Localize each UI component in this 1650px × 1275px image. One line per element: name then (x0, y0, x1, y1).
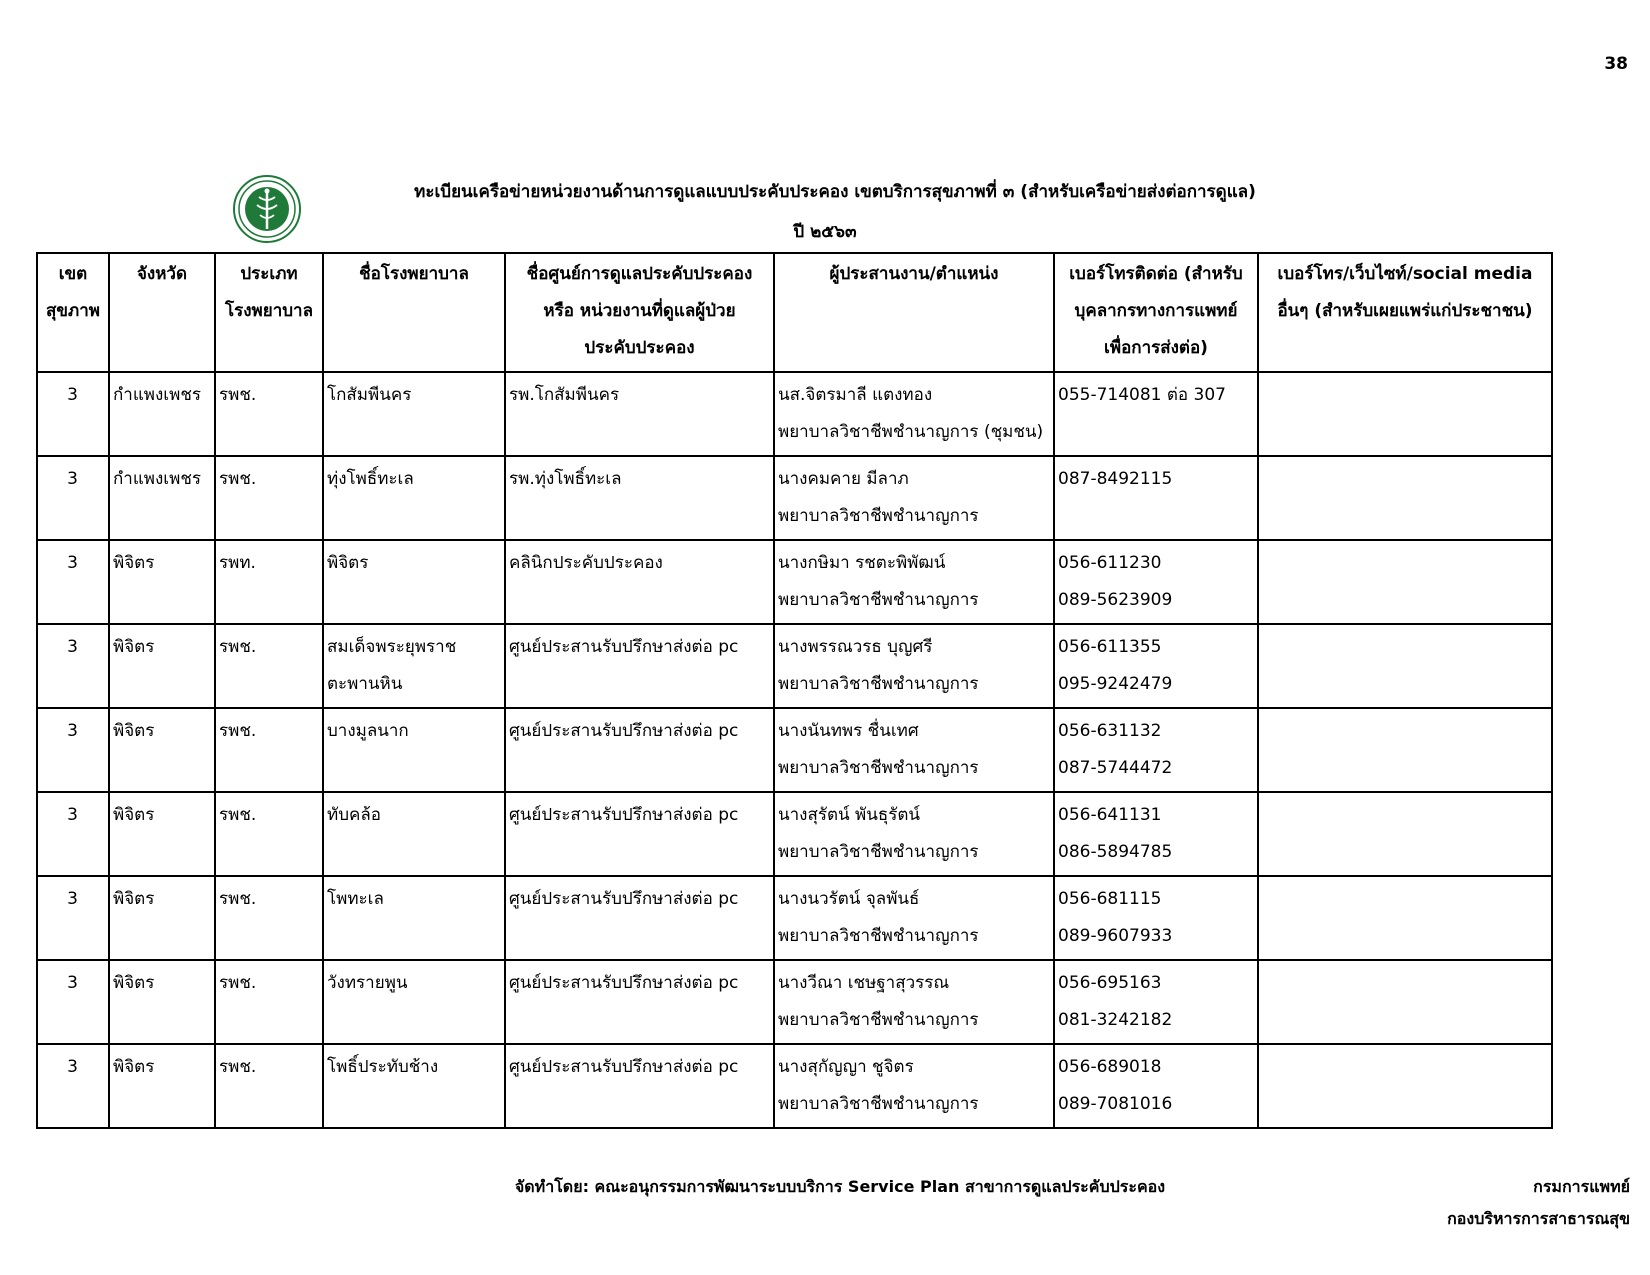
cell-hospital (323, 372, 505, 456)
cell-coordinator (774, 1044, 1054, 1128)
cell-line: 089-5623909 (1058, 590, 1173, 610)
cell-center (505, 372, 774, 456)
cell-zone (37, 1044, 109, 1128)
table-row (37, 456, 1552, 540)
document-year: ปี ๒๕๖๓ (793, 222, 857, 242)
cell-line: นส.จิตรมาลี แตงทอง (778, 385, 933, 405)
cell-text: 3 (67, 721, 78, 741)
column-header-line: หรือ หน่วยงานที่ดูแลผู้ป่วย (543, 301, 736, 321)
cell-public (1258, 540, 1552, 624)
table-row (37, 708, 1552, 792)
cell-text: รพช. (219, 385, 257, 405)
column-header-line: เบอร์โทรติดต่อ (สำหรับ (1069, 264, 1243, 284)
cell-line: ตะพานหิน (327, 674, 403, 694)
cell-province (109, 540, 215, 624)
table-row (37, 792, 1552, 876)
cell-phone (1054, 540, 1258, 624)
cell-line: พยาบาลวิชาชีพชำนาญการ (778, 1094, 979, 1114)
column-header-line: เบอร์โทร/เว็บไซท์/social media (1277, 264, 1533, 284)
cell-text: รพช. (219, 973, 257, 993)
cell-text: รพช. (219, 637, 257, 657)
cell-public (1258, 456, 1552, 540)
column-header (1258, 253, 1552, 372)
cell-zone (37, 792, 109, 876)
column-header-line: ผู้ประสานงาน/ตำแหน่ง (829, 264, 999, 284)
column-header (505, 253, 774, 372)
cell-type (215, 372, 323, 456)
cell-line: โพทะเล (327, 889, 384, 909)
cell-line: 056-681115 (1058, 889, 1162, 909)
table-row (37, 960, 1552, 1044)
cell-text: กำแพงเพชร (113, 469, 201, 489)
cell-coordinator (774, 960, 1054, 1044)
cell-line: พยาบาลวิชาชีพชำนาญการ (ชุมชน) (778, 422, 1044, 442)
cell-coordinator (774, 540, 1054, 624)
cell-line: สมเด็จพระยุพราช (327, 637, 457, 657)
cell-center (505, 624, 774, 708)
cell-center (505, 1044, 774, 1128)
cell-text: 3 (67, 1057, 78, 1077)
cell-line: 086-5894785 (1058, 842, 1173, 862)
footer-division: กองบริหารการสาธารณสุข (1447, 1209, 1630, 1228)
column-header-line: จังหวัด (136, 264, 188, 284)
cell-center (505, 456, 774, 540)
cell-public (1258, 1044, 1552, 1128)
cell-center (505, 876, 774, 960)
cell-line: ทุ่งโพธิ์ทะเล (327, 469, 414, 489)
cell-hospital (323, 456, 505, 540)
cell-zone (37, 960, 109, 1044)
cell-text: พิจิตร (113, 889, 155, 909)
cell-hospital (323, 792, 505, 876)
column-header-line: ประคับประคอง (584, 338, 695, 358)
cell-line: นางคมคาย มีลาภ (778, 469, 909, 489)
table-row (37, 876, 1552, 960)
cell-hospital (323, 1044, 505, 1128)
cell-province (109, 1044, 215, 1128)
cell-hospital (323, 960, 505, 1044)
cell-public (1258, 624, 1552, 708)
header-row (37, 253, 1552, 372)
table-row (37, 1044, 1552, 1128)
cell-text: ศูนย์ประสานรับปรึกษาส่งต่อ pc (509, 1057, 739, 1077)
cell-type (215, 708, 323, 792)
cell-type (215, 540, 323, 624)
cell-line: 056-631132 (1058, 721, 1162, 741)
cell-line: ทับคล้อ (327, 805, 381, 825)
cell-text: รพท. (219, 553, 256, 573)
cell-text: พิจิตร (113, 1057, 155, 1077)
cell-province (109, 624, 215, 708)
cell-public (1258, 960, 1552, 1044)
cell-text: กำแพงเพชร (113, 385, 201, 405)
column-header-line: อื่นๆ (สำหรับเผยแพร่แก่ประชาชน) (1277, 301, 1533, 321)
cell-line: 056-689018 (1058, 1057, 1162, 1077)
column-header-line: สุขภาพ (46, 301, 100, 321)
cell-line: นางนันทพร ชื่นเทศ (778, 721, 919, 741)
cell-line: 087-5744472 (1058, 758, 1173, 778)
cell-line: นางสุกัญญา ชูจิตร (778, 1057, 914, 1077)
column-header (37, 253, 109, 372)
cell-province (109, 792, 215, 876)
cell-text: ศูนย์ประสานรับปรึกษาส่งต่อ pc (509, 805, 739, 825)
cell-zone (37, 456, 109, 540)
cell-text: รพช. (219, 469, 257, 489)
cell-text: ศูนย์ประสานรับปรึกษาส่งต่อ pc (509, 973, 739, 993)
column-header-line: ประเภท (240, 264, 298, 284)
column-header-line: บุคลากรทางการแพทย์ (1074, 301, 1238, 321)
cell-province (109, 708, 215, 792)
cell-text: พิจิตร (113, 721, 155, 741)
column-header (215, 253, 323, 372)
cell-province (109, 960, 215, 1044)
cell-phone (1054, 960, 1258, 1044)
cell-type (215, 1044, 323, 1128)
cell-line: นางวีณา เชษฐาสุวรรณ (778, 973, 950, 993)
column-header (1054, 253, 1258, 372)
cell-type (215, 960, 323, 1044)
table-row (37, 372, 1552, 456)
cell-zone (37, 876, 109, 960)
cell-line: พยาบาลวิชาชีพชำนาญการ (778, 590, 979, 610)
footer-prepared-by: จัดทำโดย: คณะอนุกรรมการพัฒนาระบบบริการ Service Plan สาขาการดูแลประคับประคอง (514, 1177, 1166, 1196)
cell-text: 3 (67, 469, 78, 489)
cell-line: 056-695163 (1058, 973, 1162, 993)
cell-text: รพช. (219, 889, 257, 909)
page-number: 38 (1604, 54, 1628, 74)
cell-line: พยาบาลวิชาชีพชำนาญการ (778, 842, 979, 862)
cell-phone (1054, 876, 1258, 960)
cell-line: 095-9242479 (1058, 674, 1173, 694)
cell-text: พิจิตร (113, 973, 155, 993)
cell-line: โกสัมพีนคร (327, 385, 412, 405)
column-header-line: เขต (58, 264, 88, 284)
cell-zone (37, 372, 109, 456)
network-table (36, 252, 1553, 1129)
cell-text: 3 (67, 553, 78, 573)
cell-text: พิจิตร (113, 553, 155, 573)
cell-center (505, 960, 774, 1044)
column-header-line: เพื่อการส่งต่อ) (1104, 338, 1208, 358)
cell-province (109, 372, 215, 456)
cell-line: พยาบาลวิชาชีพชำนาญการ (778, 758, 979, 778)
cell-text: รพช. (219, 721, 257, 741)
cell-type (215, 624, 323, 708)
cell-coordinator (774, 708, 1054, 792)
cell-phone (1054, 624, 1258, 708)
cell-line: วังทรายพูน (327, 973, 408, 993)
cell-zone (37, 624, 109, 708)
cell-phone (1054, 792, 1258, 876)
column-header (774, 253, 1054, 372)
cell-line: 055-714081 ต่อ 307 (1058, 385, 1226, 405)
cell-phone (1054, 456, 1258, 540)
column-header-line: โรงพยาบาล (224, 301, 314, 321)
cell-line: 056-641131 (1058, 805, 1162, 825)
cell-text: รพ.โกสัมพีนคร (509, 385, 620, 405)
cell-line: นางสุรัตน์ พันธุรัตน์ (778, 805, 921, 825)
cell-coordinator (774, 624, 1054, 708)
cell-hospital (323, 708, 505, 792)
cell-public (1258, 876, 1552, 960)
cell-center (505, 540, 774, 624)
column-header-line: ชื่อศูนย์การดูแลประคับประคอง (526, 264, 753, 284)
cell-line: 089-9607933 (1058, 926, 1173, 946)
cell-text: พิจิตร (113, 805, 155, 825)
cell-phone (1054, 1044, 1258, 1128)
column-header (109, 253, 215, 372)
document-title: ทะเบียนเครือข่ายหน่วยงานด้านการดูแลแบบประคับประคอง เขตบริการสุขภาพที่ ๓ (สำหรับเครือข่ายส่งต่อการดูแล) (414, 182, 1256, 202)
table-row (37, 624, 1552, 708)
cell-phone (1054, 372, 1258, 456)
cell-type (215, 876, 323, 960)
cell-line: พยาบาลวิชาชีพชำนาญการ (778, 1010, 979, 1030)
cell-text: ศูนย์ประสานรับปรึกษาส่งต่อ pc (509, 721, 739, 741)
cell-line: พิจิตร (327, 553, 369, 573)
cell-line: บางมูลนาก (327, 721, 409, 741)
cell-type (215, 456, 323, 540)
cell-text: รพช. (219, 805, 257, 825)
cell-coordinator (774, 372, 1054, 456)
column-header (323, 253, 505, 372)
cell-line: นางพรรณวรธ บุญศรี (778, 637, 933, 657)
cell-zone (37, 540, 109, 624)
cell-hospital (323, 624, 505, 708)
cell-line: นางนวรัตน์ จุลพันธ์ (778, 889, 920, 909)
cell-text: ศูนย์ประสานรับปรึกษาส่งต่อ pc (509, 637, 739, 657)
cell-line: 056-611355 (1058, 637, 1162, 657)
cell-coordinator (774, 792, 1054, 876)
cell-text: 3 (67, 637, 78, 657)
cell-line: โพธิ์ประทับช้าง (327, 1057, 439, 1077)
cell-center (505, 708, 774, 792)
cell-line: พยาบาลวิชาชีพชำนาญการ (778, 926, 979, 946)
cell-coordinator (774, 456, 1054, 540)
cell-public (1258, 372, 1552, 456)
cell-text: รพช. (219, 1057, 257, 1077)
cell-text: พิจิตร (113, 637, 155, 657)
cell-public (1258, 792, 1552, 876)
cell-text: 3 (67, 889, 78, 909)
cell-text: 3 (67, 385, 78, 405)
cell-text: 3 (67, 805, 78, 825)
cell-text: ศูนย์ประสานรับปรึกษาส่งต่อ pc (509, 889, 739, 909)
column-header-line: ชื่อโรงพยาบาล (359, 264, 469, 284)
cell-phone (1054, 708, 1258, 792)
cell-line: 089-7081016 (1058, 1094, 1173, 1114)
cell-public (1258, 708, 1552, 792)
cell-text: รพ.ทุ่งโพธิ์ทะเล (509, 469, 622, 489)
cell-line: นางกษิมา รชตะพิพัฒน์ (778, 553, 946, 573)
cell-line: พยาบาลวิชาชีพชำนาญการ (778, 506, 979, 526)
cell-line: 056-611230 (1058, 553, 1162, 573)
cell-line: พยาบาลวิชาชีพชำนาญการ (778, 674, 979, 694)
table-body (37, 372, 1552, 1128)
cell-zone (37, 708, 109, 792)
cell-province (109, 456, 215, 540)
cell-type (215, 792, 323, 876)
cell-province (109, 876, 215, 960)
cell-coordinator (774, 876, 1054, 960)
cell-hospital (323, 876, 505, 960)
cell-hospital (323, 540, 505, 624)
cell-text: 3 (67, 973, 78, 993)
cell-center (505, 792, 774, 876)
footer-department: กรมการแพทย์ (1533, 1177, 1630, 1196)
table-row (37, 540, 1552, 624)
table-header (37, 253, 1552, 372)
cell-text: คลินิกประคับประคอง (509, 553, 663, 573)
cell-line: 081-3242182 (1058, 1010, 1173, 1030)
cell-line: 087-8492115 (1058, 469, 1173, 489)
